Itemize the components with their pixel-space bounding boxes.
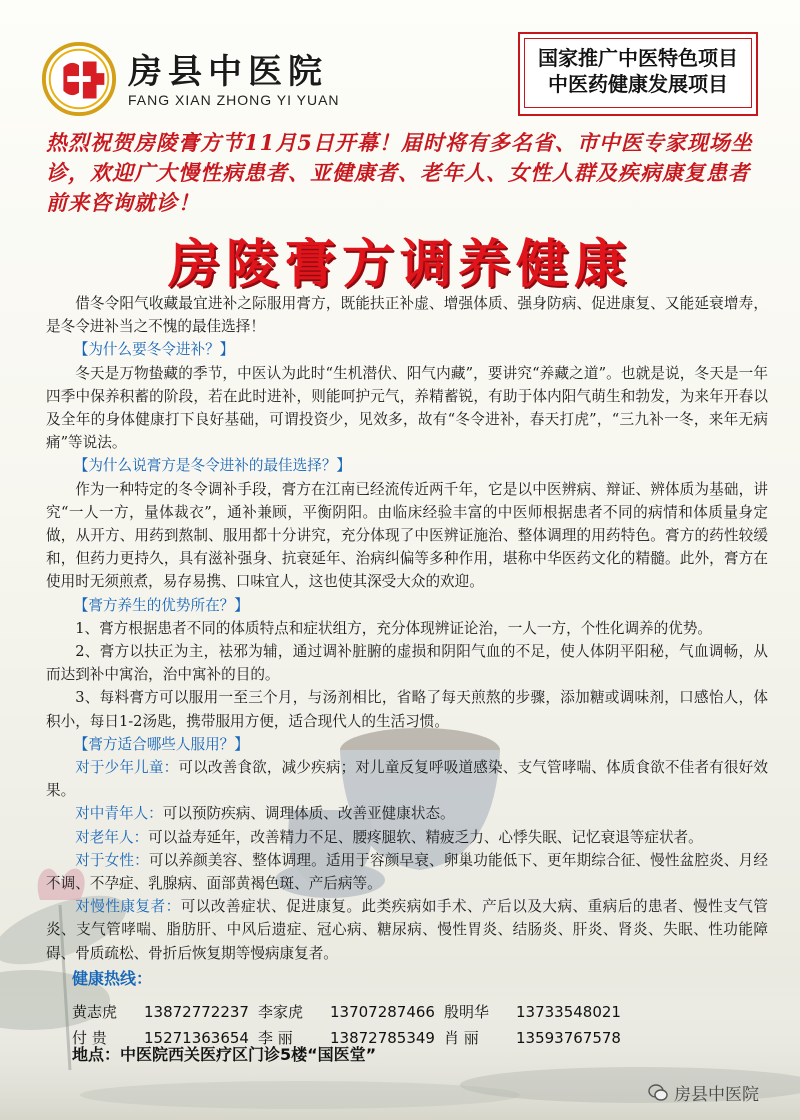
section-heading: 【膏方养生的优势所在？】 (73, 596, 249, 614)
contact-row (72, 999, 752, 1025)
project-badge (518, 32, 758, 116)
contact-name: 李家虎 (258, 1003, 304, 1021)
group-item (46, 895, 768, 965)
group-label: 对慢性康复者： (75, 898, 181, 916)
contact-name: 肖 丽 (444, 1029, 479, 1047)
section-paragraph: 作为一种特定的冬令调补手段，膏方在江南已经流传近两千年，它是以中医辨病、辩证、辨体质为基础，讲究“一人一方，量体裁衣”，通补兼顾，平衡阴阳。由临床经验丰富的中医师根据患者不同的病情和体质量身定做，从开方、用药到熬制、服用都十分讲究，充分体现了中医辨证施治、整体调理的用药特色。膏方的药性较缓和，但药力更持久，具有滋补强身、抗衰延年、治病纠偏等多种作用，堪称中华医药文化的精髓。此外，膏方在使用时无须煎煮，易存易携、口味宜人，这也使其深受大众的欢迎。 (46, 480, 768, 591)
group-text: 可以预防疾病、调理体质、改善亚健康状态。 (162, 805, 455, 823)
section-heading: 【为什么说膏方是冬令进补的最佳选择？】 (73, 457, 352, 475)
project-line-2: 中医药健康发展项目 (548, 72, 728, 96)
section-paragraph: 冬天是万物蛰藏的季节，中医认为此时“生机潜伏、阳气内藏”，要讲究“养藏之道”。也就是说，冬天是一年四季中保养积蓄的阶段，若在此时进补，则能呵护元气，养精蓄锐，有助于体内阳气萌生和勃发，为来年开春以及全年的身体健康打下良好基础，可谓投资少，见效多，故有“冬令进补，春天打虎”，“三九补一冬，来年无病痛”等说法。 (46, 364, 768, 452)
section-heading: 【为什么要冬令进补？】 (73, 341, 235, 359)
group-text: 可以改善症状、促进康复。此类疾病如手术、产后以及大病、重病后的患者、慢性支气管炎、支气管哮喘、脂肪肝、中风后遗症、冠心病、糖尿病、慢性胃炎、结肠炎、肝炎、肾炎、失眠、性功能障碍、骨质疏松、骨折后恢复期等慢病康复者。 (46, 898, 768, 962)
wechat-watermark (648, 1080, 759, 1105)
article-body (46, 292, 768, 965)
contact-name: 李 丽 (258, 1029, 293, 1047)
advantage-item: 2、膏方以扶正为主，袪邪为辅，通过调补脏腑的虚损和阴阳气血的不足，使人体阴平阳秘，气血调畅，从而达到补中寓治，治中寓补的目的。 (46, 643, 768, 684)
group-item (46, 756, 768, 802)
advantage-item: 1、膏方根据患者不同的体质特点和症状组方，充分体现辨证论治，一人一方，个性化调养的优势。 (75, 619, 713, 637)
group-item (46, 802, 768, 825)
hospital-pinyin: FANG XIAN ZHONG YI YUAN (128, 92, 340, 108)
group-label: 对中青年人： (75, 805, 163, 823)
group-item (46, 849, 768, 895)
contact-phone: 13707287466 (330, 1003, 435, 1021)
contact-phone: 13733548021 (516, 1003, 621, 1021)
wechat-icon (648, 1083, 668, 1103)
hospital-cross-logo-icon (40, 40, 118, 118)
section-heading: 【膏方适合哪些人服用？】 (73, 735, 249, 753)
watermark-text: 房县中医院 (674, 1085, 759, 1105)
group-text: 可以改善食欲，减少疾病；对儿童反复呼吸道感染、支气管哮喘、体质食欲不佳者有很好效果。 (46, 759, 768, 800)
group-item (46, 826, 768, 849)
group-label: 对老年人： (75, 828, 149, 846)
advantage-item: 3、每料膏方可以服用一至三个月，与汤剂相比，省略了每天煎熬的步骤，添加糖或调味剂，口感怡人，体积小，每日1-2汤匙，携带服用方便，适合现代人的生活习惯。 (46, 689, 768, 730)
contact-name: 殷明华 (444, 1003, 490, 1021)
contact-phone: 15271363654 (144, 1029, 249, 1047)
hotline-section (72, 966, 752, 1051)
contact-name: 付 贵 (72, 1029, 107, 1047)
location-address: 地点：中医院西关医疗区门诊5楼“国医堂” (72, 1045, 377, 1064)
contact-name: 黄志虎 (72, 1003, 118, 1021)
project-line-1: 国家推广中医特色项目 (538, 46, 738, 70)
group-label: 对于少年儿童： (75, 759, 179, 777)
festival-notice: 热烈祝贺房陵膏方节11月5日开幕！届时将有多名省、市中医专家现场坐诊，欢迎广大慢性病患者、亚健康者、老年人、女性人群及疾病康复患者前来咨询就诊！ (46, 130, 753, 215)
contact-phone: 13872772237 (144, 1003, 249, 1021)
group-text: 可以益寿延年，改善精力不足、腰疼腿软、精疲乏力、心悸失眠、记忆衰退等症状者。 (148, 828, 703, 846)
intro-paragraph: 借冬令阳气收藏最宜进补之际服用膏方，既能扶正补虚、增强体质、强身防病、促进康复、又能延衰增寿，是冬令进补当之不愧的最佳选择！ (46, 295, 768, 336)
page-title: 房陵膏方调养健康 (167, 235, 632, 295)
hotline-title: 健康热线： (72, 969, 153, 988)
group-text: 可以养颜美容、整体调理。适用于容颜早衰、卵巢功能低下、更年期综合征、慢性盆腔炎、月经不调、不孕症、乳腺病、面部黄褐色斑、产后病等。 (46, 851, 768, 893)
contact-phone: 13872785349 (330, 1029, 435, 1047)
hospital-name: 房县中医院 (128, 52, 328, 92)
group-label: 对于女性： (75, 851, 149, 869)
contact-phone: 13593767578 (516, 1029, 621, 1047)
